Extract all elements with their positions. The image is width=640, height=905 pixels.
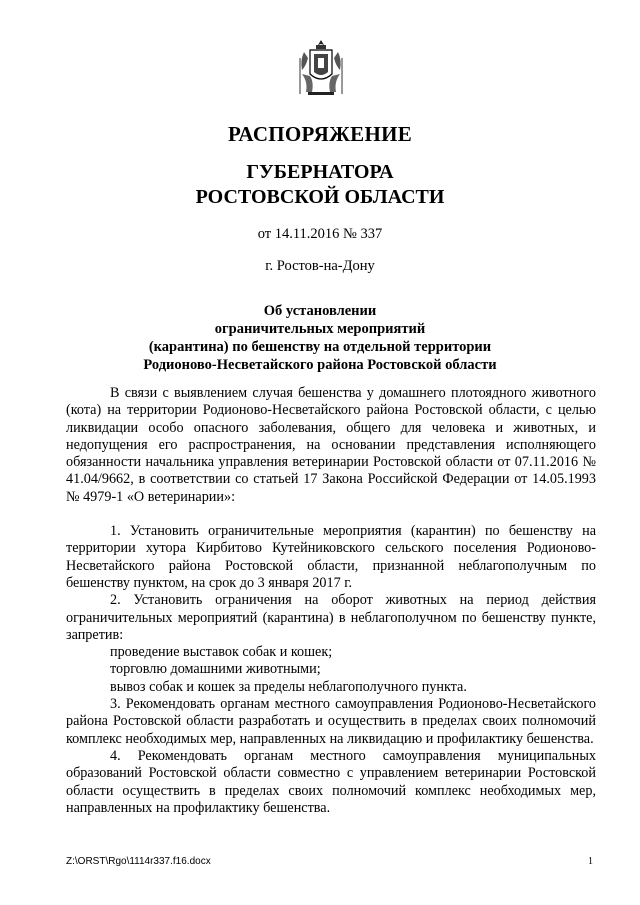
item-2-list-entry: торговлю домашними животными; — [110, 661, 321, 678]
document-type-heading: РАСПОРЯЖЕНИЕ — [227, 122, 413, 146]
subject-line-1: Об установлении — [263, 303, 377, 319]
item-1-paragraph: 1. Установить ограничительные мероприятия (карантин) по бешенству на территории хутора Кирбитово Кутейниковского сельского поселения Родионово-Несветайского района Ростовской области, признанной неблагополучным по бешенству пунктом, на срок до 3 января 2017 г. — [66, 523, 596, 591]
item-2-list-entry: вывоз собак и кошек за пределы неблагополучного пункта. — [110, 678, 467, 695]
intro-paragraph: В связи с выявлением случая бешенства у домашнего плотоядного животного (кота) на территории Родионово-Несветайского района Ростовской области, с целью ликвидации особо опасного заболевания, общего для человека и животных, и недопущения его распространения, на основании представления исполняющего обязанности начальника управления ветеринарии Ростовской области от 07.11.2016 № 41.04/9662, в соответствии со статьей 17 Закона Российской Федерации от 14.05.1993 № 4979-1 «О ветеринарии»: — [66, 385, 596, 505]
item-3-paragraph: 3. Рекомендовать органам местного самоуправления Родионово-Несветайского района Ростовской области разработать и осуществить в пределах своих полномочий комплекс необходимых мер, направленных на ликвидацию и профилактику бешенства. — [66, 696, 596, 747]
subject-line-3: (карантина) по бешенству на отдельной территории — [148, 339, 492, 355]
document-subject — [0, 302, 640, 374]
item-4-paragraph: 4. Рекомендовать органам местного самоуправления муниципальных образований Ростовской области совместно с управлением ветеринарии Ростовской области осуществить в пределах своих полномочий комплекс необходимых мер, направленных на профилактику бешенства. — [66, 747, 596, 816]
footer-file-path: Z:\ORST\Rgo\1114r337.f16.docx — [66, 856, 211, 867]
document-date-number: от 14.11.2016 № 337 — [257, 226, 383, 242]
issuer-line-2: РОСТОВСКОЙ ОБЛАСТИ — [195, 186, 445, 208]
issuer-heading — [0, 160, 640, 210]
document-city: г. Ростов-на-Дону — [265, 258, 375, 274]
issuer-line-1: ГУБЕРНАТОРА — [246, 161, 394, 183]
item-2-paragraph: 2. Установить ограничения на оборот животных на период действия ограничительных мероприятий (карантина) в неблагополучном по бешенству пункте, запретив: — [66, 592, 596, 643]
subject-line-4: Родионово-Несветайского района Ростовской области — [143, 357, 497, 373]
page-number: 1 — [588, 856, 593, 867]
coat-of-arms-icon — [296, 38, 346, 98]
document-body — [66, 385, 596, 817]
item-2-list-entry: проведение выставок собак и кошек; — [110, 644, 333, 661]
subject-line-2: ограничительных мероприятий — [214, 321, 426, 337]
